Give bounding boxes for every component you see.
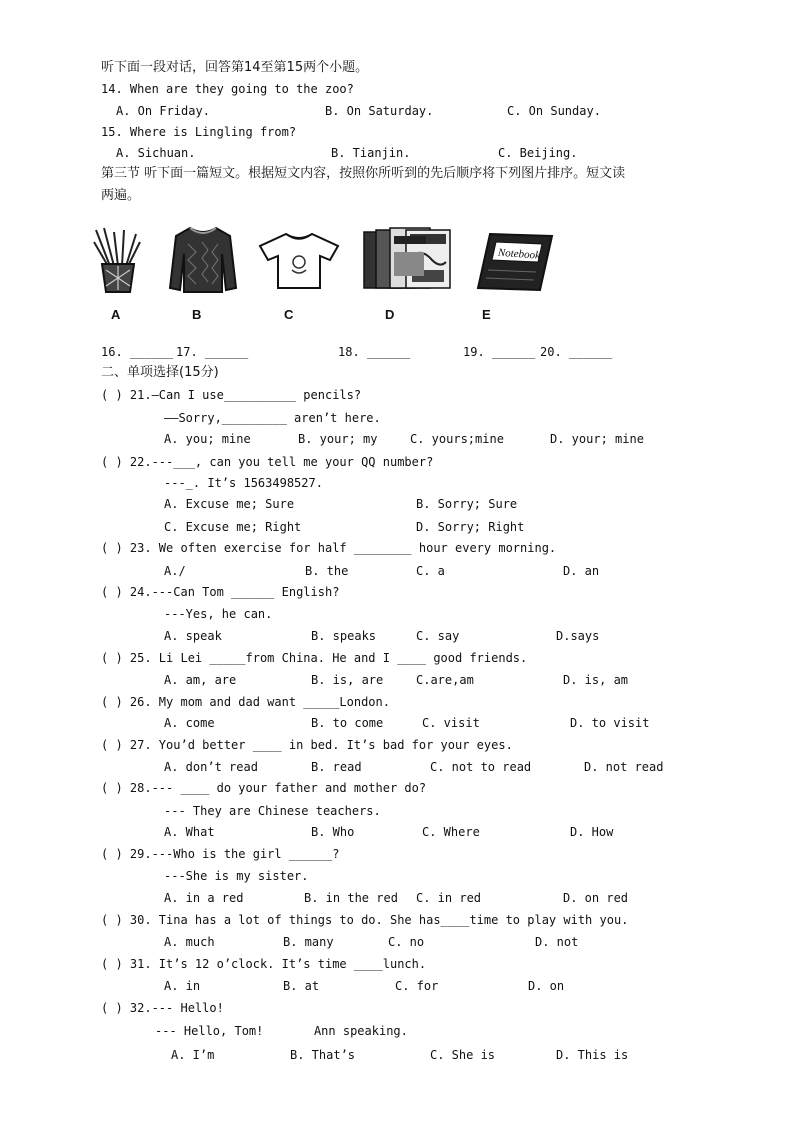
q22-option-c[interactable]: C. Excuse me; Right: [164, 520, 302, 534]
question-32-stem: ( ) 32.--- Hello!: [101, 1001, 224, 1015]
q25-option-b[interactable]: B. is, are: [311, 673, 384, 687]
answer-blank-18[interactable]: 18. ______: [338, 345, 411, 359]
section3-instruction-line2: 两遍。: [101, 188, 141, 203]
q24-option-c[interactable]: C. say: [416, 629, 460, 643]
question-27-stem: ( ) 27. You’d better ____ in bed. It’s bad for your eyes.: [101, 738, 513, 752]
q31-option-a[interactable]: A. in: [164, 979, 201, 993]
question-26-stem: ( ) 26. My mom and dad want _____London.: [101, 695, 390, 709]
q27-option-c[interactable]: C. not to read: [430, 760, 532, 774]
q23-option-a[interactable]: A./: [164, 564, 186, 578]
q31-option-c[interactable]: C. for: [395, 979, 439, 993]
q22-option-b[interactable]: B. Sorry; Sure: [416, 497, 518, 511]
q21-option-a[interactable]: A. you; mine: [164, 432, 251, 446]
q21-option-c[interactable]: C. yours;mine: [410, 432, 504, 446]
q15-option-b[interactable]: B. Tianjin.: [331, 146, 411, 160]
notebook-cover-text: Notebook: [497, 246, 541, 262]
question-28-stem: ( ) 28.--- ____ do your father and mother do?: [101, 781, 427, 795]
sweater-icon: [168, 224, 238, 294]
question-22-reply: ---_. It’s 1563498527.: [164, 476, 323, 490]
question-30-stem: ( ) 30. Tina has a lot of things to do. She has____time to play with you.: [101, 913, 629, 927]
question-32-reply: --- Hello, Tom! Ann speaking.: [155, 1024, 408, 1038]
q30-option-a[interactable]: A. much: [164, 935, 215, 949]
q32-option-c[interactable]: C. She is: [430, 1048, 496, 1062]
question-24-stem: ( ) 24.---Can Tom ______ English?: [101, 585, 340, 599]
picture-label-b: B: [192, 307, 202, 322]
q25-option-d[interactable]: D. is, am: [563, 673, 629, 687]
picture-label-a: A: [111, 307, 121, 322]
q22-option-d[interactable]: D. Sorry; Right: [416, 520, 525, 534]
q29-option-b[interactable]: B. in the red: [304, 891, 398, 905]
question-29-stem: ( ) 29.---Who is the girl ______?: [101, 847, 340, 861]
section2-title: 二、单项选择(15分): [101, 365, 219, 380]
picture-label-c: C: [284, 307, 294, 322]
q23-option-c[interactable]: C. a: [416, 564, 445, 578]
q24-option-b[interactable]: B. speaks: [311, 629, 377, 643]
q22-option-a[interactable]: A. Excuse me; Sure: [164, 497, 295, 511]
q28-option-a[interactable]: A. What: [164, 825, 215, 839]
q14-option-b[interactable]: B. On Saturday.: [325, 104, 434, 118]
question-28-reply: --- They are Chinese teachers.: [164, 804, 381, 818]
question-24-reply: ---Yes, he can.: [164, 607, 273, 621]
section3-instruction-line1: 第三节 听下面一篇短文。根据短文内容，按照你所听到的先后顺序将下列图片排序。短文读: [101, 166, 626, 181]
question-22-stem: ( ) 22.---___, can you tell me your QQ number?: [101, 455, 434, 469]
question-23-stem: ( ) 23. We often exercise for half ________ hour every morning.: [101, 541, 557, 555]
q26-option-b[interactable]: B. to come: [311, 716, 384, 730]
q28-option-c[interactable]: C. Where: [422, 825, 480, 839]
q25-option-a[interactable]: A. am, are: [164, 673, 237, 687]
picture-label-e: E: [482, 307, 491, 322]
q15-option-c[interactable]: C. Beijing.: [498, 146, 578, 160]
q14-option-a[interactable]: A. On Friday.: [116, 104, 210, 118]
q21-option-b[interactable]: B. your; my: [298, 432, 378, 446]
q31-option-d[interactable]: D. on: [528, 979, 565, 993]
q29-option-d[interactable]: D. on red: [563, 891, 629, 905]
question-15-stem: 15. Where is Lingling from?: [101, 125, 297, 139]
question-21-reply: ——Sorry,_________ aren’t here.: [164, 411, 381, 425]
q29-option-c[interactable]: C. in red: [416, 891, 482, 905]
q31-option-b[interactable]: B. at: [283, 979, 320, 993]
answer-blank-19[interactable]: 19. ______: [463, 345, 536, 359]
q32-option-d[interactable]: D. This is: [556, 1048, 629, 1062]
q15-option-a[interactable]: A. Sichuan.: [116, 146, 196, 160]
magazines-icon: [362, 226, 454, 292]
q29-option-a[interactable]: A. in a red: [164, 891, 244, 905]
q32-option-b[interactable]: B. That’s: [290, 1048, 356, 1062]
listening-instruction: 听下面一段对话，回答第14至第15两个小题。: [101, 60, 369, 75]
question-31-stem: ( ) 31. It’s 12 o’clock. It’s time ____lunch.: [101, 957, 427, 971]
q14-option-c[interactable]: C. On Sunday.: [507, 104, 601, 118]
q23-option-d[interactable]: D. an: [563, 564, 600, 578]
q23-option-b[interactable]: B. the: [305, 564, 349, 578]
q27-option-a[interactable]: A. don’t read: [164, 760, 258, 774]
q27-option-b[interactable]: B. read: [311, 760, 362, 774]
pencil-holder-icon: [92, 226, 144, 294]
q32-option-a[interactable]: A. I’m: [171, 1048, 215, 1062]
q28-option-d[interactable]: D. How: [570, 825, 614, 839]
question-29-reply: ---She is my sister.: [164, 869, 309, 883]
q30-option-b[interactable]: B. many: [283, 935, 334, 949]
q25-option-c[interactable]: C.are,am: [416, 673, 474, 687]
q30-option-d[interactable]: D. not: [535, 935, 579, 949]
q24-option-d[interactable]: D.says: [556, 629, 600, 643]
answer-blank-17[interactable]: 17. ______: [176, 345, 249, 359]
q30-option-c[interactable]: C. no: [388, 935, 425, 949]
question-21-stem: ( ) 21.—Can I use__________ pencils?: [101, 388, 362, 402]
question-25-stem: ( ) 25. Li Lei _____from China. He and I ____ good friends.: [101, 651, 528, 665]
q28-option-b[interactable]: B. Who: [311, 825, 355, 839]
q26-option-a[interactable]: A. come: [164, 716, 215, 730]
picture-label-d: D: [385, 307, 395, 322]
notebook-icon: [476, 232, 554, 292]
answer-blank-20[interactable]: 20. ______: [540, 345, 613, 359]
question-14-stem: 14. When are they going to the zoo?: [101, 82, 354, 96]
q26-option-c[interactable]: C. visit: [422, 716, 480, 730]
t-shirt-icon: [258, 232, 340, 290]
answer-blank-16[interactable]: 16. ______: [101, 345, 174, 359]
q24-option-a[interactable]: A. speak: [164, 629, 222, 643]
q26-option-d[interactable]: D. to visit: [570, 716, 650, 730]
q27-option-d[interactable]: D. not read: [584, 760, 664, 774]
q21-option-d[interactable]: D. your; mine: [550, 432, 644, 446]
